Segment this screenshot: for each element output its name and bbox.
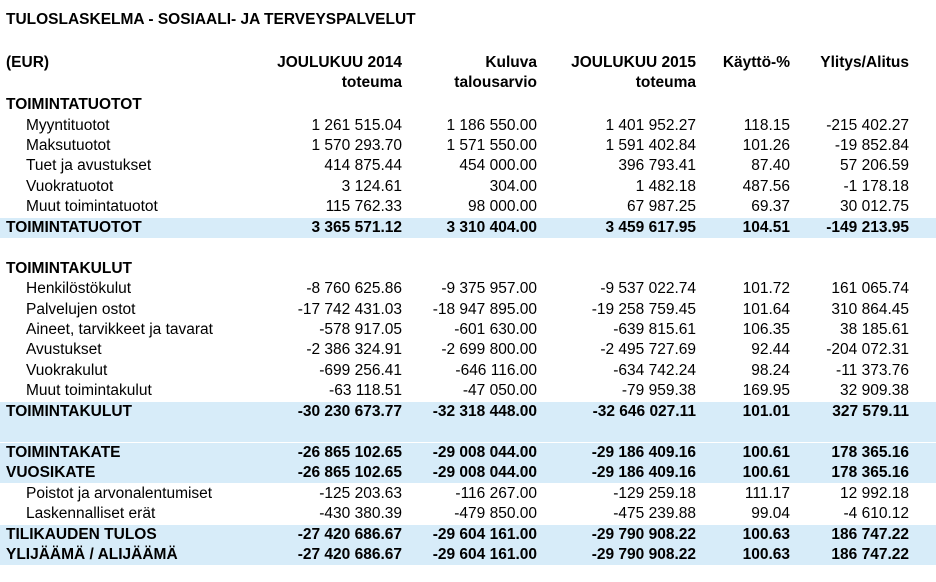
row-label: Maksutuotot [26,136,111,154]
value-2014-actual: 115 762.33 [325,198,402,216]
value-2015-actual: 3 459 617.95 [605,218,696,236]
value-variance: 12 992.18 [840,484,909,502]
value-variance: -215 402.27 [826,116,909,134]
value-variance: -19 852.84 [834,136,909,154]
header-col-2015-line1: JOULUKUU 2015 [571,54,696,71]
value-budget: -116 267.00 [455,484,537,502]
value-budget: -32 318 448.00 [432,402,537,420]
row-label: Henkilöstökulut [26,280,132,297]
table-section-row [0,259,936,279]
value-2015-actual: -639 815.61 [613,320,696,338]
table-row [0,177,936,197]
value-budget: -29 604 161.00 [432,545,537,563]
value-2015-actual: 1 482.18 [635,177,696,195]
value-2015-actual: -634 742.24 [613,361,696,379]
value-2015-actual: -29 186 409.16 [591,443,696,461]
value-variance: 38 185.61 [840,320,909,338]
value-usage-pct: 101.72 [742,280,790,297]
value-2014-actual: -699 256.41 [319,361,402,379]
value-2014-actual: 3 124.61 [341,177,402,195]
row-label: VUOSIKATE [6,464,96,482]
header-col-budget [454,53,537,93]
value-2015-actual: 396 793.41 [618,157,696,175]
table-header [0,53,936,93]
row-label: Muut toimintatuotot [26,198,158,216]
value-variance: 161 065.74 [831,280,909,297]
value-usage-pct: 101.26 [742,136,790,154]
value-budget: -29 604 161.00 [432,525,537,543]
table-row [0,504,936,524]
row-label: Poistot ja arvonalentumiset [26,484,213,502]
row-label: Palvelujen ostot [26,300,136,318]
value-2014-actual: 3 365 571.12 [311,218,402,236]
value-variance: 310 864.45 [831,300,909,318]
value-2014-actual: 414 875.44 [324,157,402,175]
row-label: Vuokratuotot [26,177,114,195]
value-budget: 1 186 550.00 [446,116,537,134]
header-col-2014-line2: toteuma [341,74,402,91]
value-2015-actual: 1 591 402.84 [605,136,696,154]
value-variance: -4 610.12 [843,505,909,522]
value-budget: -9 375 957.00 [441,280,537,297]
value-usage-pct: 69.37 [751,198,790,216]
value-usage-pct: 106.35 [742,320,790,338]
row-label: YLIJÄÄMÄ / ALIJÄÄMÄ [6,545,178,563]
value-2015-actual: -29 186 409.16 [591,464,696,482]
table-section-row [0,95,936,115]
table-row [0,361,936,381]
header-col-budget-line2: talousarvio [454,74,537,91]
value-budget: -47 050.00 [462,382,537,400]
value-2014-actual: -27 420 686.67 [297,545,402,563]
value-usage-pct: 101.64 [742,300,790,318]
value-budget: -646 116.00 [455,361,537,379]
value-2015-actual: -32 646 027.11 [592,402,696,420]
value-2014-actual: -125 203.63 [319,484,402,502]
value-variance: 30 012.75 [840,198,909,216]
value-2015-actual: -9 537 022.74 [600,280,696,297]
table-row [0,422,936,442]
header-col-2014-actual [277,53,402,93]
value-usage-pct: 100.61 [742,443,790,461]
row-label: Muut toimintakulut [26,382,152,400]
table-row [0,484,936,504]
value-usage-pct: 101.01 [742,402,790,420]
row-label: Aineet, tarvikkeet ja tavarat [26,320,213,338]
value-variance: -204 072.31 [826,341,909,359]
value-usage-pct: 111.17 [744,484,790,502]
value-variance: 32 909.38 [840,382,909,400]
header-col-2015-actual [571,53,696,93]
value-usage-pct: 100.63 [742,545,790,563]
row-label: TOIMINTAKULUT [6,402,132,420]
header-currency-label: (EUR) [6,54,50,71]
value-2014-actual: -8 760 625.86 [306,280,402,297]
value-usage-pct: 100.63 [742,525,790,543]
value-budget: 454 000.00 [459,157,537,175]
value-budget: -29 008 044.00 [432,443,537,461]
value-variance: 327 579.11 [832,402,909,420]
row-label: TOIMINTAKULUT [6,259,132,277]
value-budget: -18 947 895.00 [432,300,537,318]
header-col-budget-line1: Kuluva [485,54,537,71]
value-variance: 57 206.59 [840,157,909,175]
row-label: Myyntituotot [26,116,110,134]
value-2015-actual: -129 259.18 [613,484,696,502]
table-row [0,340,936,360]
header-col-usage-pct: Käyttö-% [722,54,790,71]
table-row [0,238,936,258]
value-2014-actual: -27 420 686.67 [297,525,402,543]
row-label: TOIMINTATUOTOT [6,218,142,236]
row-label: Tuet ja avustukset [26,157,152,175]
value-2015-actual: -475 239.88 [613,505,696,522]
value-usage-pct: 169.95 [742,382,790,400]
table-row [0,197,936,217]
value-budget: -2 699 800.00 [441,341,537,359]
value-usage-pct: 118.15 [743,116,790,134]
row-label: TOIMINTAKATE [6,443,121,461]
value-budget: -29 008 044.00 [432,464,537,482]
value-usage-pct: 99.04 [751,505,790,522]
value-budget: 98 000.00 [468,198,537,216]
report-title: TULOSLASKELMA - SOSIAALI- JA TERVEYSPALVELUT [6,11,416,28]
value-2014-actual: -26 865 102.65 [297,464,402,482]
value-variance: -11 373.76 [836,361,909,379]
value-2015-actual: 1 401 952.27 [605,116,696,134]
value-usage-pct: 98.24 [751,361,790,379]
value-2014-actual: -26 865 102.65 [297,443,402,461]
value-budget: -601 630.00 [454,320,537,338]
value-2015-actual: -2 495 727.69 [600,341,696,359]
value-2015-actual: -19 258 759.45 [591,300,696,318]
row-label: Avustukset [26,341,102,359]
value-budget: 3 310 404.00 [446,218,537,236]
value-2015-actual: -29 790 908.22 [591,525,696,543]
table-total-row [0,218,936,238]
row-label: Laskennalliset erät [26,505,156,522]
value-variance: -149 213.95 [826,218,909,236]
row-label: Vuokrakulut [26,361,108,379]
value-budget: 304.00 [489,177,537,195]
value-2014-actual: -2 386 324.91 [306,341,402,359]
value-2014-actual: 1 570 293.70 [311,136,402,154]
value-variance: 178 365.16 [831,464,909,482]
table-total-row [0,463,936,483]
header-col-variance: Ylitys/Alitus [820,54,909,71]
header-col-2015-line2: toteuma [635,74,696,91]
value-usage-pct: 487.56 [742,177,790,195]
value-2014-actual: 1 261 515.04 [311,116,402,134]
value-2014-actual: -578 917.05 [319,320,402,338]
table-row [0,320,936,340]
value-2014-actual: -430 380.39 [319,505,402,522]
table-row [0,136,936,156]
value-2015-actual: -79 959.38 [621,382,696,400]
value-2015-actual: 67 987.25 [627,198,696,216]
value-usage-pct: 87.40 [751,157,790,175]
value-usage-pct: 100.61 [742,464,790,482]
value-variance: -1 178.18 [843,177,909,195]
value-budget: 1 571 550.00 [446,136,537,154]
table-row [0,116,936,136]
table-total-row [0,545,936,565]
header-col-2014-line1: JOULUKUU 2014 [277,54,402,71]
value-2014-actual: -30 230 673.77 [297,402,402,420]
table-row [0,156,936,176]
table-total-row [0,443,936,463]
value-usage-pct: 92.44 [751,341,790,359]
table-row [0,381,936,401]
value-variance: 186 747.22 [831,545,909,563]
table-row [0,300,936,320]
row-label: TILIKAUDEN TULOS [6,525,157,543]
value-2014-actual: -63 118.51 [329,382,402,400]
value-variance: 178 365.16 [831,443,909,461]
value-variance: 186 747.22 [831,525,909,543]
value-usage-pct: 104.51 [742,218,790,236]
value-2014-actual: -17 742 431.03 [297,300,402,318]
value-budget: -479 850.00 [454,505,537,522]
value-2015-actual: -29 790 908.22 [591,545,696,563]
table-row [0,279,936,299]
row-label: TOIMINTATUOTOT [6,96,142,113]
table-total-row [0,525,936,545]
table-total-row [0,402,936,422]
